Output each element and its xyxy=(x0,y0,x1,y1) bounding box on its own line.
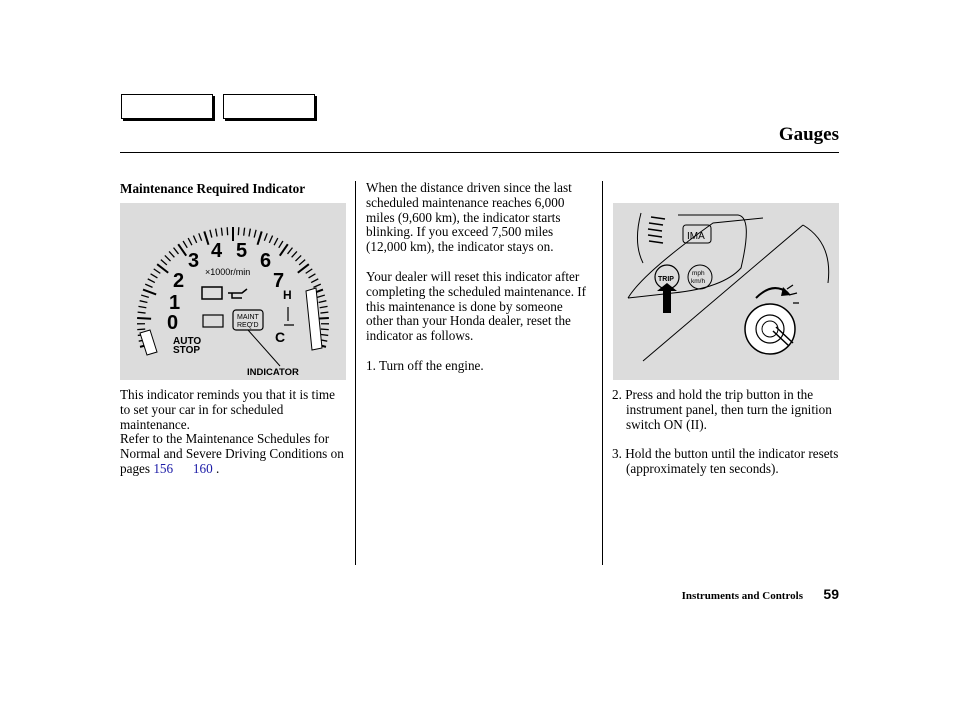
tach-tick xyxy=(274,238,278,245)
tach-tick xyxy=(161,260,167,265)
tach-tick xyxy=(254,230,256,238)
temp-hot-label: H xyxy=(283,288,292,302)
tach-tick xyxy=(299,260,305,265)
tach-tick xyxy=(183,241,187,248)
tach-tick xyxy=(145,284,152,287)
nav-button-index[interactable] xyxy=(223,94,315,119)
tach-tick xyxy=(319,301,327,303)
ignition-trip-figure xyxy=(613,203,839,380)
tach-tick xyxy=(298,264,309,273)
section-heading: Maintenance Required Indicator xyxy=(120,181,306,196)
tach-tick xyxy=(141,295,149,297)
left-body xyxy=(120,388,346,477)
step-3: 3. Hold the button until the indicator resets (approximately ten seconds). xyxy=(612,446,839,477)
tach-number: 5 xyxy=(236,240,248,262)
step-2: 2. Press and hold the trip button in the instrument panel, then turn the ignition switch ON (II). xyxy=(612,387,832,432)
tach-tick xyxy=(244,228,245,236)
tach-tick xyxy=(174,248,179,254)
tach-tick xyxy=(148,279,155,283)
tach-tick xyxy=(249,229,250,237)
tach-tick xyxy=(320,306,328,307)
page-title: Gauges xyxy=(778,124,839,145)
column-divider xyxy=(602,181,603,565)
tach-tick xyxy=(210,230,212,238)
tach-number: 6 xyxy=(260,250,272,272)
ignition-switch xyxy=(745,304,795,354)
tach-number: 2 xyxy=(173,270,185,292)
tach-tick xyxy=(199,233,202,240)
tach-number: 1 xyxy=(169,292,181,314)
page-number: 59 xyxy=(823,586,839,602)
middle-body xyxy=(366,181,592,374)
tach-tick xyxy=(157,264,168,273)
kmh-label: km/h xyxy=(691,278,706,285)
blinking-explanation: When the distance driven since the last scheduled maintenance reaches 6,000 miles (9,600 km), the indicator starts blinking. If you exceed 7,500 miles (12,000 km), the indicator stays on. xyxy=(366,180,572,255)
tach-tick xyxy=(320,312,328,313)
tach-number: 3 xyxy=(188,250,200,272)
step-1: 1. Turn off the engine. xyxy=(366,357,484,373)
tach-number: 0 xyxy=(167,312,179,334)
tach-tick xyxy=(221,228,222,236)
tach-tick xyxy=(264,233,267,240)
tach-tick xyxy=(292,251,297,257)
unit-selector-button xyxy=(688,265,712,289)
rpm-unit-label: ×1000r/min xyxy=(205,267,251,277)
tach-tick xyxy=(137,318,151,319)
tach-tick xyxy=(288,248,293,254)
tach-tick xyxy=(258,231,262,244)
tach-tick xyxy=(311,279,318,283)
press-arrow-icon xyxy=(657,283,677,313)
battery-icon xyxy=(203,315,223,327)
temp-cold-label: C xyxy=(275,329,286,345)
tach-tick xyxy=(138,312,146,313)
tach-tick xyxy=(216,229,217,237)
tach-tick xyxy=(140,301,148,303)
tach-tick xyxy=(138,306,146,307)
tach-tick xyxy=(154,269,161,274)
tach-tick xyxy=(204,231,208,244)
tach-tick xyxy=(309,274,316,278)
tach-tick xyxy=(143,290,156,295)
tach-tick xyxy=(279,241,283,248)
tach-tick xyxy=(306,269,313,274)
tach-tick xyxy=(151,274,158,278)
tach-tick xyxy=(269,236,272,243)
schedule-reference xyxy=(120,432,346,476)
tach-tick xyxy=(295,255,301,261)
oil-pressure-icon xyxy=(228,289,247,298)
page-link-160[interactable]: 160 xyxy=(192,460,213,476)
ima-label: IMA xyxy=(687,231,705,242)
schedule-reference-text: Refer to the Maintenance Schedules for Normal and Severe Driving Conditions on pages xyxy=(120,431,344,476)
tach-tick xyxy=(169,251,174,257)
tach-tick xyxy=(165,255,171,261)
tach-tick xyxy=(193,236,196,243)
footer-section-label: Instruments and Controls xyxy=(681,590,803,602)
maint-label: MAINT xyxy=(237,314,259,321)
tach-tick xyxy=(313,284,320,287)
title-rule xyxy=(120,152,839,153)
mph-label: mph xyxy=(692,270,705,277)
tach-tick xyxy=(321,329,329,330)
auto-stop-label: AUTO xyxy=(173,336,202,347)
auto-stop-label: STOP xyxy=(173,345,201,356)
page-link-156[interactable]: 156 xyxy=(153,460,174,476)
indicator-callout-label: INDICATOR xyxy=(247,367,299,378)
coolant-temp-icon xyxy=(284,307,294,325)
right-body xyxy=(612,388,839,477)
trip-label: TRIP xyxy=(658,276,674,283)
tach-tick xyxy=(137,329,145,330)
indicator-description: This indicator reminds you that it is time to set your car in for scheduled maintenance. xyxy=(120,387,335,432)
tach-tick xyxy=(178,244,186,255)
column-divider xyxy=(355,181,356,565)
tach-tick xyxy=(280,244,288,255)
tach-number: 7 xyxy=(273,270,285,292)
tach-tick xyxy=(188,238,192,245)
reqd-label: REQ'D xyxy=(237,322,259,329)
tach-tick xyxy=(317,295,325,297)
nav-button-contents[interactable] xyxy=(121,94,213,119)
tachometer-figure xyxy=(120,203,346,380)
reset-explanation: Your dealer will reset this indicator after completing the scheduled maintenance. If this maintenance is done by someone other than your Honda dealer, reset the indicator as follows. xyxy=(366,268,587,344)
schedule-reference-end: . xyxy=(212,460,220,476)
tach-tick xyxy=(320,334,328,335)
check-engine-icon xyxy=(202,287,222,299)
tach-number: 4 xyxy=(211,240,223,262)
